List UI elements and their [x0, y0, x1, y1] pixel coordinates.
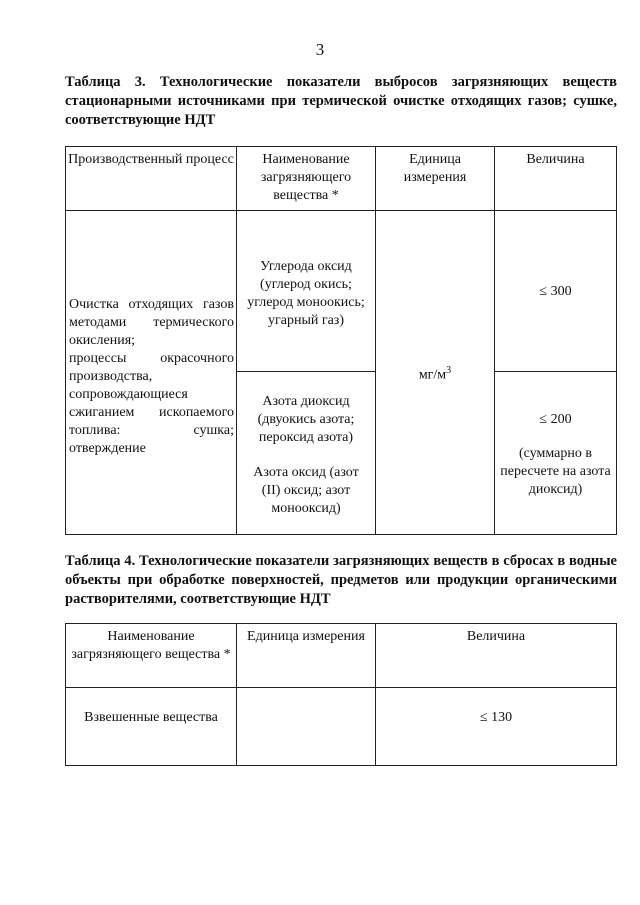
table3-row2-value: ≤ 200: [539, 412, 572, 427]
table3-process-cell: [69, 296, 234, 458]
table3-header-substance: Наименование загрязняющего вещества *: [260, 152, 352, 203]
table3-header-value: Величина: [526, 152, 585, 167]
table3-unit-cell: [376, 362, 494, 385]
table4-row1-value: ≤ 130: [479, 710, 513, 725]
table3-unit-superscript: 3: [446, 365, 452, 376]
table3-row2-value-note: (суммарно в пересчете на азота диоксид): [500, 446, 611, 497]
table3-unit: мг/м: [418, 367, 447, 383]
table3-caption: Таблица 3. Технологические показатели выбросов загрязняющих веществ стационарными источниками при термической очистке отходящих газов; сушке, соответствующие НДТ: [65, 74, 617, 128]
page-number: 3: [315, 40, 325, 59]
table4-header-substance: Наименование загрязняющего вещества *: [71, 629, 231, 662]
table3-row2-substance-2: Азота оксид (азот (II) оксид; азот монооксид): [253, 465, 359, 516]
table4-header-unit: Единица измерения: [247, 629, 365, 644]
table3-process-line-1: Очистка отходящих газов методами термического окисления;: [69, 297, 234, 348]
table3-row2-substance: Азота диоксид (двуокись азота; пероксид азота): [257, 394, 355, 445]
table3-header-process: Производственный процесс: [68, 152, 234, 167]
table3-header-unit: Единица измерения: [403, 152, 467, 185]
table4-row1-substance: Взвешенные вещества: [84, 710, 218, 725]
table3-process-line-2: процессы окрасочного производства, сопровождающиеся сжиганием ископаемого топлива: сушка; отверждение: [69, 351, 234, 456]
table4-caption: Таблица 4. Технологические показатели загрязняющих веществ в сбросах в водные объекты при обработке поверхностей, предметов или продукции органическими растворителями, соответствующие НДТ: [65, 553, 617, 607]
table4-header-value: Величина: [466, 629, 526, 644]
table3-row1-substance: Углерода оксид (углерод окись; углерод моноокись; угарный газ): [247, 259, 365, 328]
table3-row1-value: ≤ 300: [539, 284, 572, 299]
